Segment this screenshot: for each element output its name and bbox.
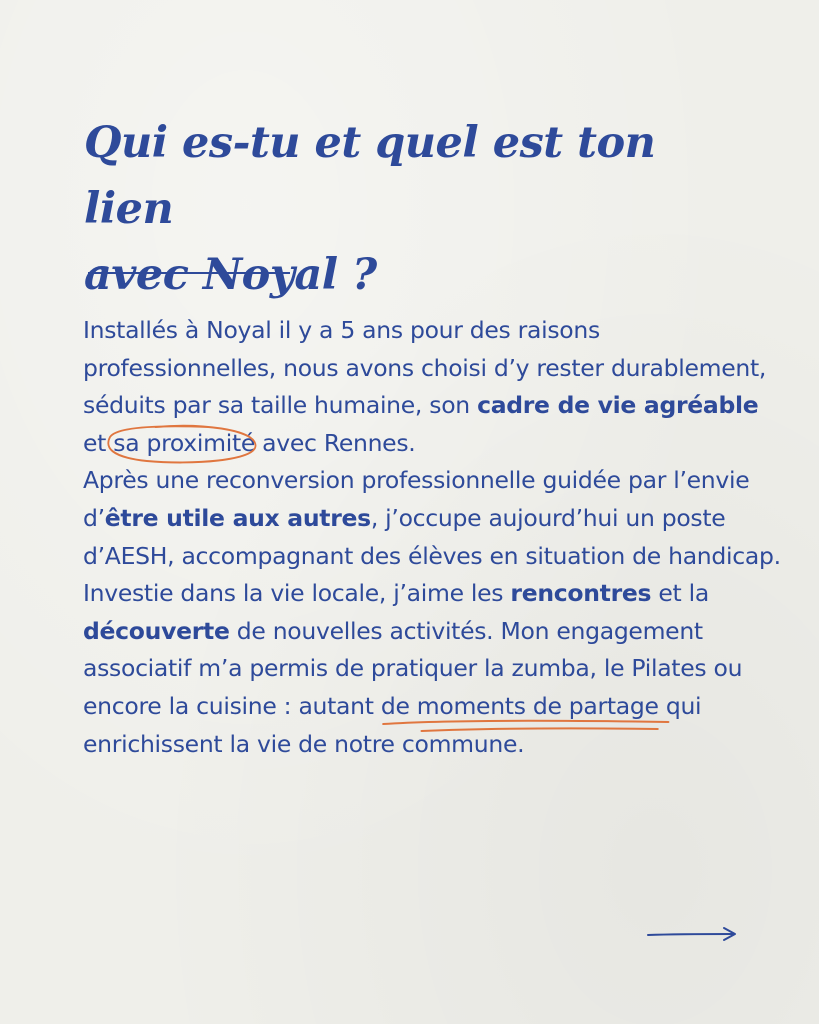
arrow-right-icon[interactable] bbox=[646, 926, 738, 942]
underlined-phrase bbox=[417, 692, 659, 720]
title-line-2: avec Noyal ? bbox=[84, 250, 377, 300]
body-text bbox=[83, 312, 783, 763]
p2-text-start: Après une reconversion professionnelle guidée par l’envie d’ bbox=[83, 466, 750, 532]
p1-text-start: Installés à Noyal il y a 5 ans pour des raisons professionnelles, nous avons choisi d’y rester durablement, séduits par sa taille humaine, son bbox=[83, 316, 767, 420]
p3-text-start: Investie dans la vie locale, j’aime les bbox=[83, 579, 511, 608]
paragraph-1 bbox=[83, 312, 783, 462]
page-title bbox=[84, 110, 704, 308]
p3-bold-1: rencontres bbox=[510, 579, 652, 608]
p1-bold: cadre de vie agréable bbox=[477, 391, 759, 420]
p3-text-middle: et la bbox=[651, 579, 709, 608]
p1-text-middle: et bbox=[83, 428, 114, 457]
p3-bold-2: découverte bbox=[83, 616, 230, 645]
paragraph-3 bbox=[83, 575, 783, 763]
p2-bold: être utile aux autres bbox=[104, 503, 371, 532]
p1-text-end: avec Rennes. bbox=[255, 428, 416, 457]
paragraph-2 bbox=[83, 462, 783, 575]
title-line-1: Qui es-tu et quel est ton lien bbox=[84, 118, 656, 234]
p3-text-mid2: de nouvelles activités. Mon engagement associatif m’a permis de pratiquer la zumba, le Pilates ou encore la cuisine : autant de bbox=[83, 616, 743, 720]
p3-text-end: qui enrichissent la vie de notre commune. bbox=[83, 691, 702, 758]
highlighted-phrase bbox=[113, 429, 255, 457]
p1-highlight-text: sa proximité bbox=[113, 428, 256, 457]
p2-text-end: , j’occupe aujourd’hui un poste d’AESH, accompagnant des élèves en situation de handicap. bbox=[83, 503, 781, 570]
title-divider bbox=[88, 272, 290, 274]
p3-underlined-text: moments de partage bbox=[416, 691, 659, 720]
